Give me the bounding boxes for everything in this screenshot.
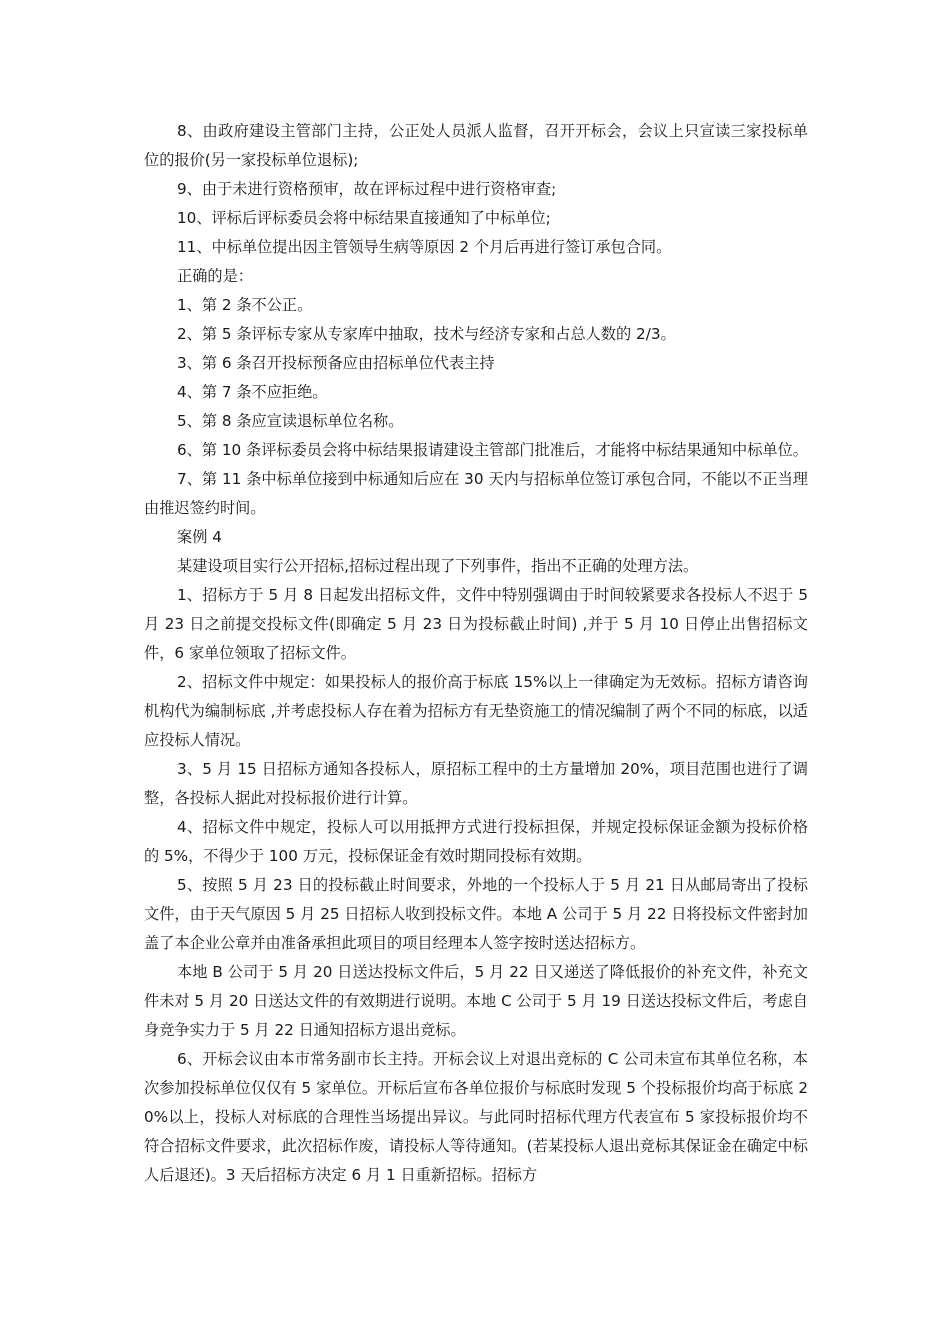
answer-item-1: 1、第 2 条不公正。: [177, 296, 313, 314]
case-event-6: 6、开标会议由本市常务副市长主持。开标会议上对退出竞标的 C 公司未宣布其单位名称，本次参加投标单位仅仅有 5 家单位。开标后宣布各单位报价与标底时发现 5 个投标报价均高于标底 20%以上，投标人对标底的合理性当场提出异议。与此同时招标代理方代表宣布 5 家投标报价均不符合招标文件要求，此次招标作废，请投标人等待通知。(若某投标人退出竞标其保证金在确定中标人后退还)。3 天后招标方决定 6 月 1 日重新招标。招标方: [144, 1050, 808, 1184]
case-event-1: 1、招标方于 5 月 8 日起发出招标文件，文件中特别强调由于时间较紧要求各投标人不迟于 5 月 23 日之前提交投标文件(即确定 5 月 23 日为投标截止时间) ,并于 5 月 10 日停止出售招标文件，6 家单位领取了招标文件。: [144, 586, 808, 662]
case-event-4: 4、招标文件中规定，投标人可以用抵押方式进行投标担保，并规定投标保证金额为投标价格的 5%，不得少于 100 万元，投标保证金有效时期同投标有效期。: [144, 818, 808, 865]
paragraph-item-11: 11、中标单位提出因主管领导生病等原因 2 个月后再进行签订承包合同。: [177, 238, 672, 256]
case-heading: 案例 4: [177, 528, 222, 546]
case-event-3: 3、5 月 15 日招标方通知各投标人，原招标工程中的土方量增加 20%，项目范围也进行了调整，各投标人据此对投标报价进行计算。: [144, 760, 808, 807]
answer-item-7: 7、第 11 条中标单位接到中标通知后应在 30 天内与招标单位签订承包合同，不能以不正当理由推迟签约时间。: [144, 470, 808, 517]
case-event-5: 5、按照 5 月 23 日的投标截止时间要求，外地的一个投标人于 5 月 21 日从邮局寄出了投标文件，由于天气原因 5 月 25 日招标人收到投标文件。本地 A 公司于 5 月 22 日将投标文件密封加盖了本企业公章并由准备承担此项目的项目经理本人签字按时送达招标方。: [144, 876, 808, 952]
paragraph-item-9: 9、由于未进行资格预审，故在评标过程中进行资格审查;: [177, 180, 557, 198]
case-intro: 某建设项目实行公开招标,招标过程出现了下列事件，指出不正确的处理方法。: [177, 557, 699, 575]
paragraph-item-8: 8、由政府建设主管部门主持，公正处人员派人监督，召开开标会，会议上只宣读三家投标单位的报价(另一家投标单位退标);: [144, 122, 808, 169]
document-body: [144, 117, 808, 1190]
paragraph-item-10: 10、评标后评标委员会将中标结果直接通知了中标单位;: [177, 209, 551, 227]
answer-heading: 正确的是：: [177, 267, 253, 285]
answer-item-3: 3、第 6 条召开投标预备应由招标单位代表主持: [177, 354, 495, 372]
answer-item-5: 5、第 8 条应宣读退标单位名称。: [177, 412, 404, 430]
answer-item-4: 4、第 7 条不应拒绝。: [177, 383, 328, 401]
case-event-2: 2、招标文件中规定：如果投标人的报价高于标底 15%以上一律确定为无效标。招标方请咨询机构代为编制标底 ,并考虑投标人存在着为招标方有无垫资施工的情况编制了两个不同的标底，以适应投标人情况。: [144, 673, 808, 749]
answer-item-6: 6、第 10 条评标委员会将中标结果报请建设主管部门批准后，才能将中标结果通知中标单位。: [177, 441, 808, 459]
answer-item-2: 2、第 5 条评标专家从专家库中抽取，技术与经济专家和占总人数的 2/3。: [177, 325, 676, 343]
case-event-5-continued: 本地 B 公司于 5 月 20 日送达投标文件后，5 月 22 日又递送了降低报价的补充文件，补充文件未对 5 月 20 日送达文件的有效期进行说明。本地 C 公司于 5 月 19 日送达投标文件后，考虑自身竞争实力于 5 月 22 日通知招标方退出竞标。: [144, 963, 808, 1039]
